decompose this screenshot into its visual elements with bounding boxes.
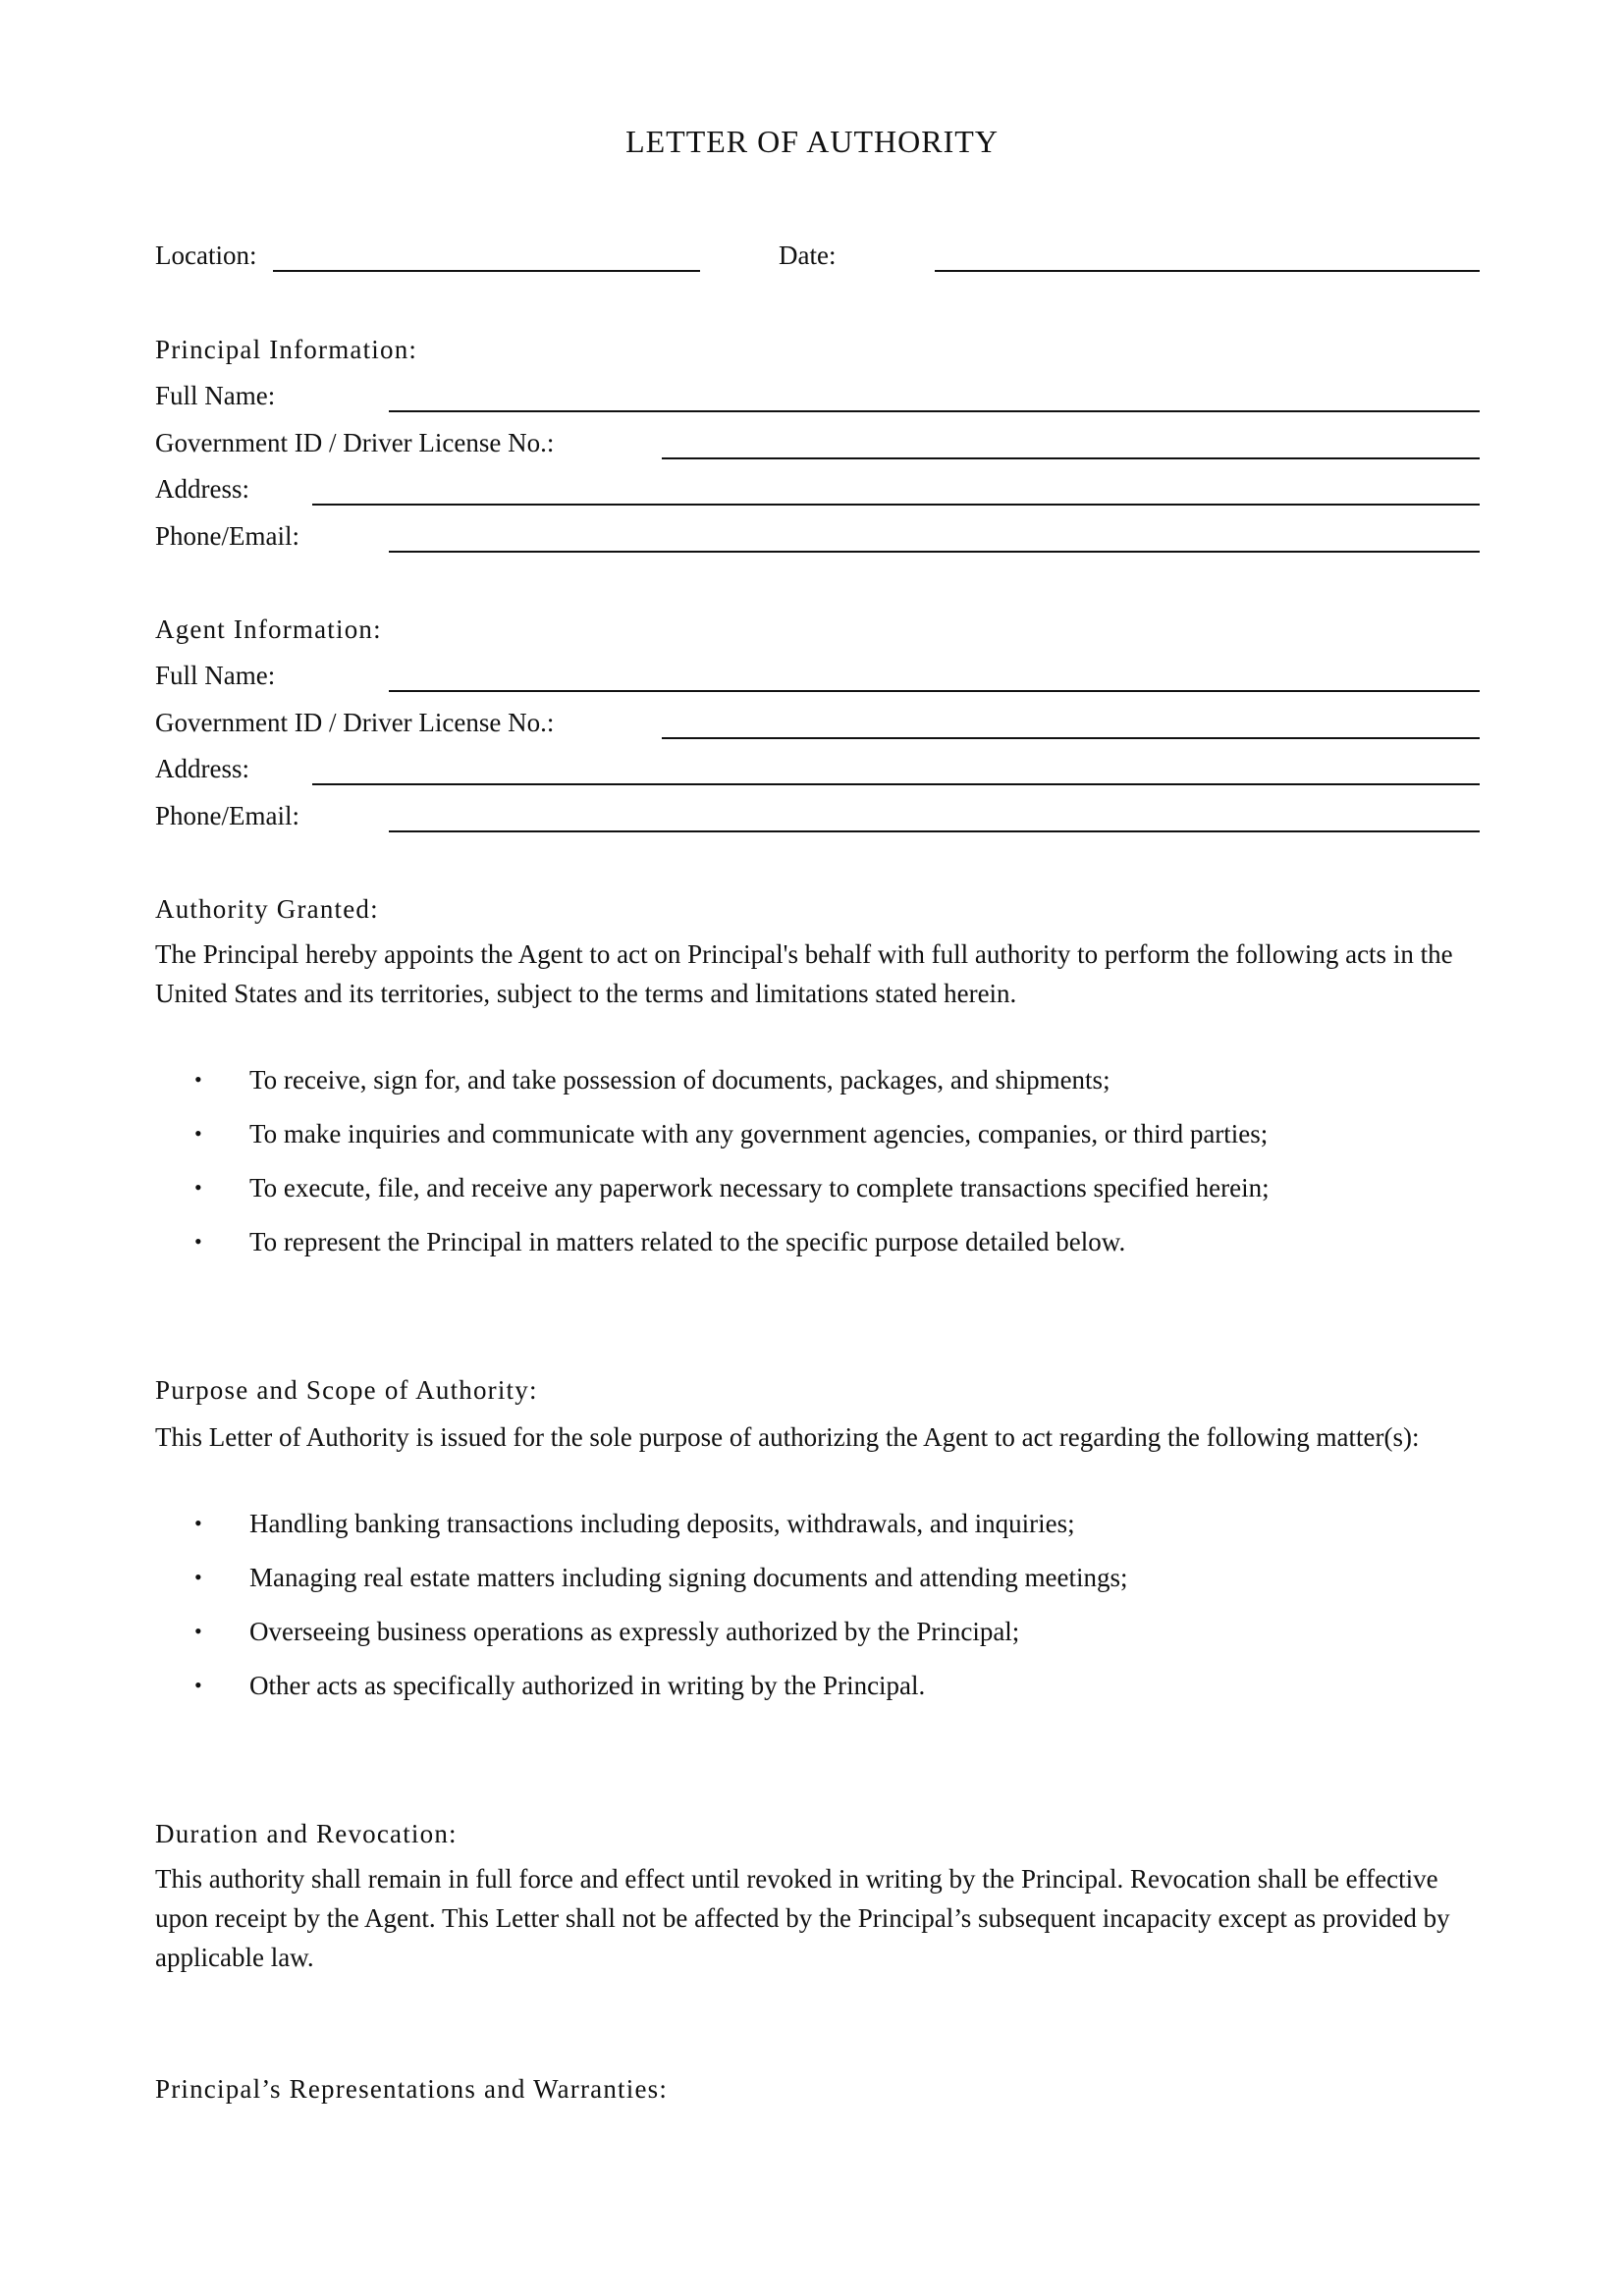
principal-id-field[interactable] — [662, 457, 1480, 459]
bullet-icon: • — [194, 1673, 202, 1697]
bullet-icon: • — [194, 1121, 202, 1146]
bullet-icon: • — [194, 1229, 202, 1254]
principal-full-name-label: Full Name: — [155, 381, 276, 410]
agent-full-name-label: Full Name: — [155, 661, 276, 690]
list-item: • Other acts as specifically authorized in writing by the Principal. — [194, 1671, 926, 1700]
agent-id-field[interactable] — [662, 737, 1480, 739]
duration-paragraph: This authority shall remain in full force and effect until revoked in writing by the Principal. Revocation shall be effective upon receipt by the Agent. This Letter shall not be affected by the Principal’s subsequent incapacity except as provided by applicable law. — [155, 1864, 1450, 1972]
purpose-list — [155, 1508, 1481, 1724]
principal-phone-field[interactable] — [389, 551, 1480, 553]
principal-address-field[interactable] — [312, 504, 1480, 506]
principal-heading: Principal Information: — [155, 335, 418, 364]
bullet-icon: • — [194, 1511, 202, 1535]
authority-list — [155, 1064, 1481, 1280]
warranties-heading: Principal’s Representations and Warranties: — [155, 2074, 669, 2104]
bullet-icon: • — [194, 1619, 202, 1643]
document-title: LETTER OF AUTHORITY — [625, 124, 999, 159]
bullet-icon: • — [194, 1067, 202, 1092]
list-item: • To receive, sign for, and take possession of documents, packages, and shipments; — [194, 1065, 1110, 1095]
location-label: Location: — [155, 240, 257, 270]
principal-id-label: Government ID / Driver License No.: — [155, 428, 555, 457]
authority-heading: Authority Granted: — [155, 894, 379, 924]
bullet-icon: • — [194, 1175, 202, 1200]
agent-phone-label: Phone/Email: — [155, 801, 299, 830]
agent-phone-field[interactable] — [389, 830, 1480, 832]
date-field[interactable] — [935, 270, 1480, 272]
date-label: Date: — [779, 240, 837, 270]
duration-heading: Duration and Revocation: — [155, 1819, 458, 1848]
agent-address-field[interactable] — [312, 783, 1480, 785]
agent-id-label: Government ID / Driver License No.: — [155, 708, 555, 737]
agent-heading: Agent Information: — [155, 614, 382, 644]
principal-full-name-field[interactable] — [389, 410, 1480, 412]
list-item: • Handling banking transactions including deposits, withdrawals, and inquiries; — [194, 1509, 1075, 1538]
list-item: • To make inquiries and communicate with any government agencies, companies, or third parties; — [194, 1119, 1269, 1148]
principal-address-label: Address: — [155, 474, 249, 504]
bullet-icon: • — [194, 1565, 202, 1589]
list-item: • Managing real estate matters including signing documents and attending meetings; — [194, 1563, 1128, 1592]
principal-phone-label: Phone/Email: — [155, 521, 299, 551]
purpose-heading: Purpose and Scope of Authority: — [155, 1375, 538, 1405]
authority-paragraph: The Principal hereby appoints the Agent to act on Principal's behalf with full authority to perform the following acts in the United States and its territories, subject to the terms and limitations stated herein. — [155, 939, 1453, 1008]
list-item: • To execute, file, and receive any paperwork necessary to complete transactions specified herein; — [194, 1173, 1270, 1202]
list-item: • Overseeing business operations as expressly authorized by the Principal; — [194, 1617, 1020, 1646]
list-item: • To represent the Principal in matters related to the specific purpose detailed below. — [194, 1227, 1126, 1256]
agent-address-label: Address: — [155, 754, 249, 783]
purpose-paragraph: This Letter of Authority is issued for the sole purpose of authorizing the Agent to act regarding the following matter(s): — [155, 1422, 1420, 1452]
location-field[interactable] — [273, 270, 700, 272]
agent-full-name-field[interactable] — [389, 690, 1480, 692]
